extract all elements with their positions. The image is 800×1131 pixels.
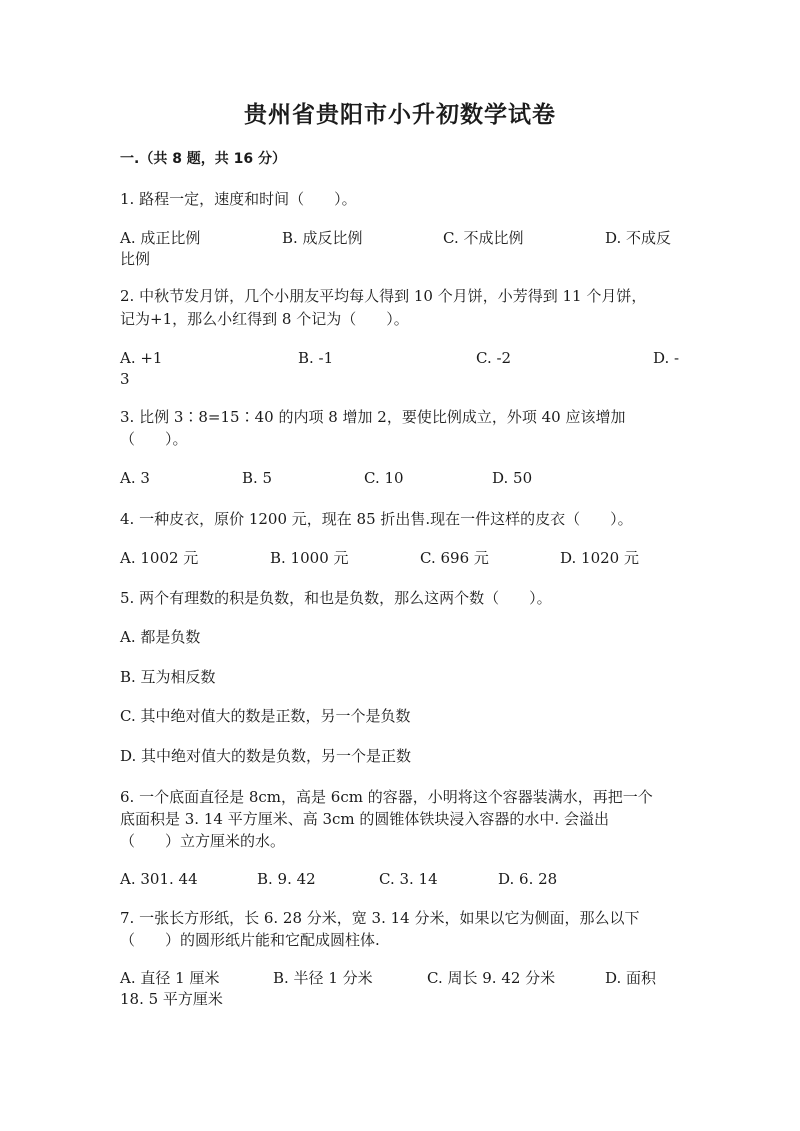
q4-option-d: D. 1020 元: [560, 549, 639, 567]
q4-option-c: C. 696 元: [420, 549, 489, 567]
q1-option-c: C. 不成比例: [443, 229, 524, 247]
page-title: 贵州省贵阳市小升初数学试卷: [244, 101, 556, 128]
question-7-text-line1: 7. 一张长方形纸，长 6. 28 分米，宽 3. 14 分米，如果以它为侧面，那么以下: [120, 909, 640, 927]
question-5-text: 5. 两个有理数的积是负数，和也是负数，那么这两个数（ ）。: [120, 589, 552, 607]
question-3-text-line1: 3. 比例 3∶8=15∶40 的内项 8 增加 2，要使比例成立，外项 40 应该增加: [120, 408, 626, 426]
q4-option-a: A. 1002 元: [120, 549, 199, 567]
q5-option-c: C. 其中绝对值大的数是正数，另一个是负数: [120, 707, 411, 725]
question-2-text-line2: 记为+1，那么小红得到 8 个记为（ ）。: [120, 310, 409, 328]
q7-option-a: A. 直径 1 厘米: [120, 969, 220, 987]
q1-option-a: A. 成正比例: [120, 229, 201, 247]
question-1-text: 1. 路程一定，速度和时间（ ）。: [120, 190, 357, 208]
question-2-text-line1: 2. 中秋节发月饼，几个小朋友平均每人得到 10 个月饼，小芳得到 11 个月饼，: [120, 287, 647, 305]
q2-option-c: C. -2: [476, 349, 512, 367]
q2-option-b: B. -1: [298, 349, 334, 367]
q7-option-d: D. 面积: [605, 969, 657, 987]
q3-option-a: A. 3: [120, 469, 150, 487]
question-6-text-line3: （ ）立方厘米的水。: [120, 832, 286, 850]
question-4-text: 4. 一种皮衣，原价 1200 元，现在 85 折出售.现在一件这样的皮衣（ ）。: [120, 510, 633, 528]
question-6-text-line2: 底面积是 3. 14 平方厘米、高 3cm 的圆锥体铁块浸入容器的水中. 会溢出: [120, 810, 609, 828]
q1-option-b: B. 成反比例: [282, 229, 363, 247]
q2-option-a: A. +1: [120, 349, 163, 367]
q2-option-d-wrap: 3: [120, 370, 130, 388]
q3-option-d: D. 50: [492, 469, 533, 487]
q3-option-b: B. 5: [242, 469, 273, 487]
q3-option-c: C. 10: [364, 469, 404, 487]
q7-option-b: B. 半径 1 分米: [273, 969, 373, 987]
section-heading: 一.（共 8 题，共 16 分）: [120, 151, 287, 167]
q5-option-d: D. 其中绝对值大的数是负数，另一个是正数: [120, 747, 412, 765]
q6-option-d: D. 6. 28: [498, 870, 558, 888]
q4-option-b: B. 1000 元: [270, 549, 349, 567]
q5-option-b: B. 互为相反数: [120, 668, 216, 686]
question-3-text-line2: （ ）。: [120, 430, 188, 448]
q7-option-d-wrap: 18. 5 平方厘米: [120, 990, 223, 1008]
q6-option-a: A. 301. 44: [120, 870, 198, 888]
q2-option-d: D. -: [653, 349, 680, 367]
question-6-text-line1: 6. 一个底面直径是 8cm，高是 6cm 的容器，小明将这个容器装满水，再把一个: [120, 788, 653, 806]
q5-option-a: A. 都是负数: [120, 628, 201, 646]
q6-option-b: B. 9. 42: [257, 870, 316, 888]
q1-option-d: D. 不成反: [605, 229, 672, 247]
q6-option-c: C. 3. 14: [379, 870, 438, 888]
q1-option-d-wrap: 比例: [120, 250, 151, 268]
q7-option-c: C. 周长 9. 42 分米: [427, 969, 556, 987]
question-7-text-line2: （ ）的圆形纸片能和它配成圆柱体.: [120, 931, 380, 949]
